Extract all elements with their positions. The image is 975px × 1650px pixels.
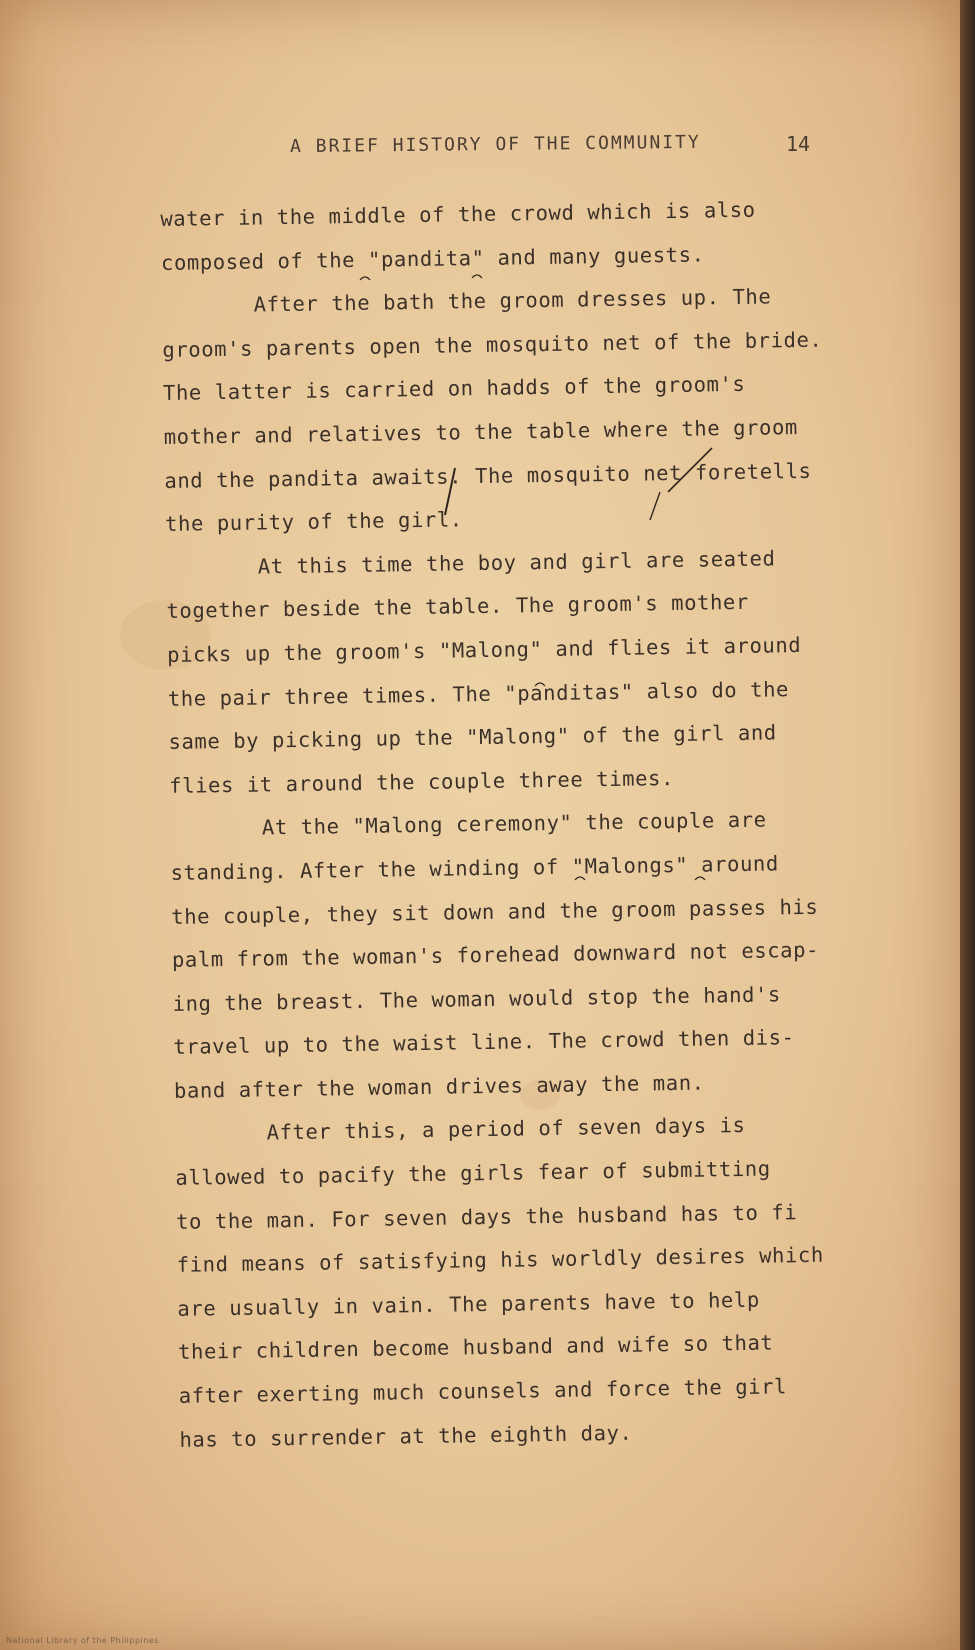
- text-line: After the bath the groom dresses up. The: [253, 284, 772, 317]
- text-line: together beside the table. The groom's mother: [166, 590, 750, 624]
- text-line: At this time the boy and girl are seated: [257, 546, 776, 579]
- text-line: and the pandita awaits. The mosquito net foretells: [164, 458, 812, 493]
- text-line: the pair three times. The "panditas" also do the: [167, 676, 790, 711]
- text-line: after exerting much counsels and force the girl: [178, 1374, 788, 1408]
- text-line: The latter is carried on hadds of the groom's: [162, 372, 746, 406]
- text-line: their children become husband and wife so that: [177, 1330, 774, 1365]
- page-edge-shadow: [960, 0, 975, 1650]
- text-line: ing the breast. The woman would stop the hand's: [172, 982, 782, 1016]
- page-number: 14: [786, 132, 811, 156]
- body-text: [160, 187, 880, 1462]
- text-line: band after the woman drives away the man.: [173, 1070, 705, 1103]
- text-line: the couple, they sit down and the groom passes his: [171, 894, 819, 929]
- text-line: to the man. For seven days the husband has to fi: [175, 1199, 798, 1234]
- text-line: find means of satisfying his worldly desires which: [176, 1242, 824, 1278]
- text-line: composed of the "pandita" and many guests.: [160, 242, 705, 275]
- text-line: water in the middle of the crowd which is also: [160, 197, 756, 231]
- text-line: are usually in vain. The parents have to help: [177, 1287, 760, 1321]
- text-line: At the "Malong ceremony" the couple are: [261, 807, 767, 840]
- text-line: same by picking up the "Malong" of the girl and: [168, 720, 777, 755]
- text-line: picks up the groom's "Malong" and flies it around: [166, 632, 802, 667]
- text-line: flies it around the couple three times.: [169, 765, 675, 798]
- text-line: groom's parents open the mosquito net of the bride.: [162, 327, 823, 362]
- text-line: travel up to the waist line. The crowd then dis-: [173, 1025, 795, 1060]
- library-stamp: National Library of the Philippines: [6, 1636, 159, 1645]
- text-line: standing. After the winding of "Malongs" around: [170, 851, 779, 885]
- text-line: After this, a period of seven days is: [266, 1113, 746, 1145]
- page-header-title: A BRIEF HISTORY OF THE COMMUNITY: [289, 131, 701, 158]
- text-line: mother and relatives to the table where the groom: [163, 414, 799, 449]
- text-line: palm from the woman's forehead downward not escap-: [171, 937, 820, 972]
- text-line: the purity of the girl.: [164, 507, 463, 537]
- text-line: has to surrender at the eighth day.: [179, 1420, 633, 1452]
- text-line: allowed to pacify the girls fear of submitting: [175, 1156, 771, 1190]
